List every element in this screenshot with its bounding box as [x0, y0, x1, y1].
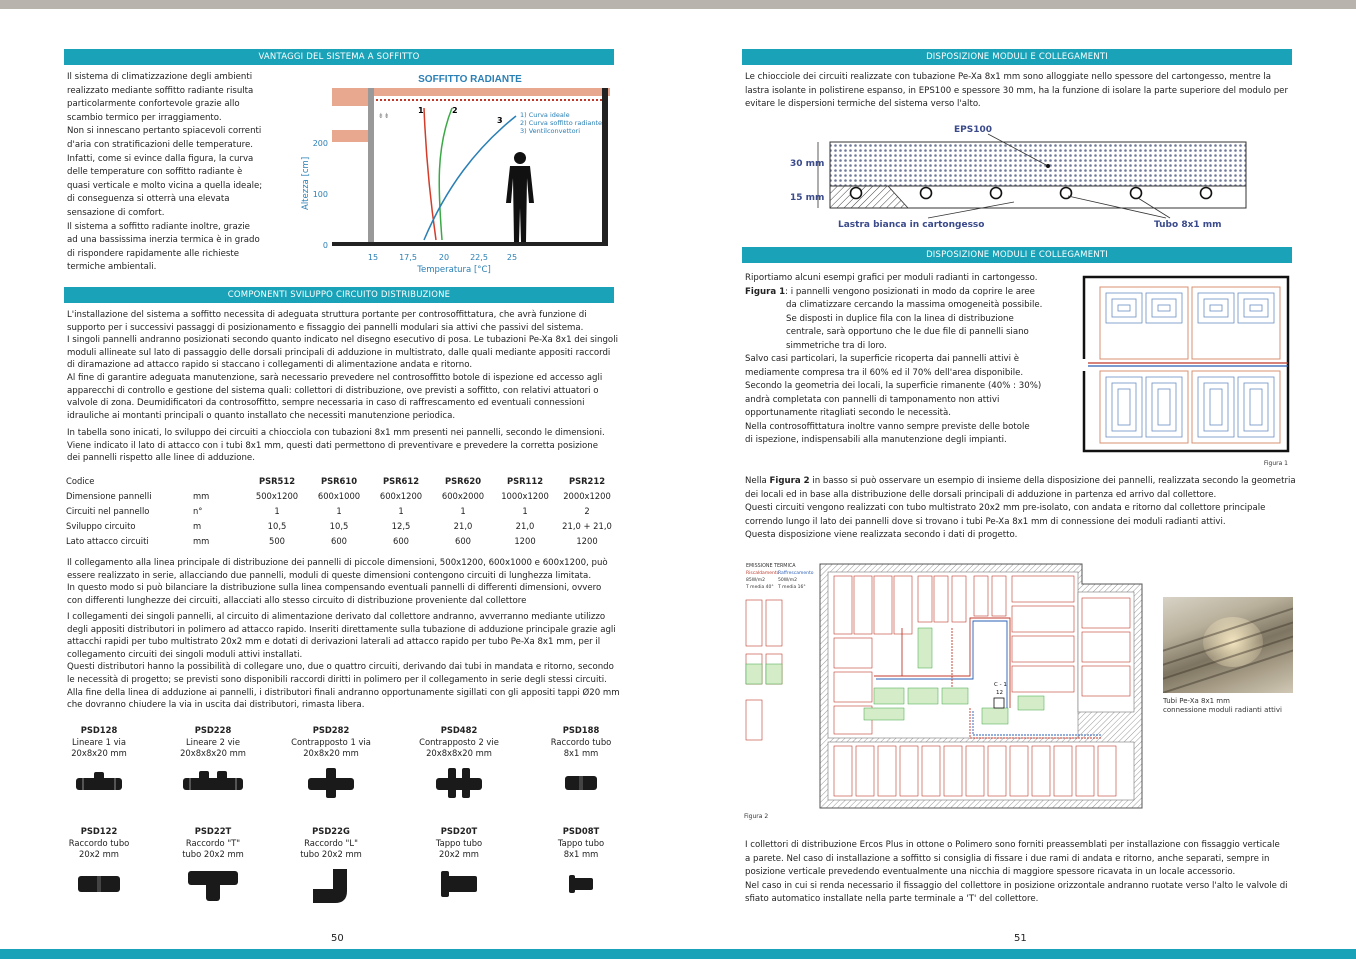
section-header-disposizione-1: DISPOSIZIONE MODULI E COLLEGAMENTI: [742, 49, 1292, 65]
text-line: di ispezione, indispensabili alla manutenzione degli impianti.: [745, 435, 1007, 445]
table-cell: 1: [274, 505, 280, 516]
componenti-para2: [67, 427, 615, 465]
accessory-psd128: [44, 725, 154, 800]
legend-text: T media 40°: [746, 585, 774, 590]
ytick-label: 200: [312, 139, 328, 148]
ytick-label: 100: [312, 190, 328, 199]
text-line: In questo modo si può bilanciare la distribuzione sulla linea compensando eventuali pannelli di differenti dimensioni, ovvero: [67, 583, 602, 594]
accessory-code: PSD22T: [194, 826, 232, 836]
eps-leader-dot: [1046, 164, 1050, 168]
accessory-psd282: [276, 725, 386, 800]
legend-item: 2) Curva soffitto radiante: [520, 119, 602, 127]
text-line: L'installazione del sistema a soffitto necessita di adeguata struttura portante per controsoffittatura, che avrà funzione di: [67, 310, 587, 320]
table-row: [66, 504, 618, 519]
curve-number: 3: [497, 116, 503, 125]
text-span: in basso si può osservare un esempio di insieme della disposizione dei pannelli, realizzata secondo la geometria: [809, 476, 1296, 486]
xtick-label: 20: [438, 253, 450, 262]
table-cell: 2000x1200: [563, 491, 611, 502]
accessory-desc: Lineare 1 via: [71, 736, 127, 747]
table-row: [66, 518, 618, 533]
table-cell: 2: [584, 505, 590, 516]
section-header-componenti: COMPONENTI SVILUPPO CIRCUITO DISTRIBUZIONE: [64, 287, 614, 303]
text-line: Nel caso in cui si renda necessario il fissaggio del collettore in posizione orizzontale andranno ruotate verso l'alto le valvole di: [745, 880, 1288, 891]
text-line: correndo lungo il lato dei pannelli dove si trovano i tubi Pe-Xa 8x1 mm di connessione dei moduli radianti attivi.: [745, 516, 1226, 527]
table-cell: 21,0 + 21,0: [562, 520, 612, 531]
page-left: [0, 0, 678, 949]
table-cell: 1200: [576, 535, 598, 546]
text-line: particolarmente confortevole grazie allo: [67, 99, 240, 110]
figure1-label: Figura 1: [745, 286, 786, 297]
table-unit: mm: [193, 535, 210, 546]
legend-text: Raffrescamento: [778, 571, 814, 576]
legend-item: 3) Ventilconvettori: [520, 127, 581, 135]
text-line: collegamento circuiti dei singoli moduli attivi installati.: [67, 649, 303, 660]
accessory-size: 8x1 mm: [563, 748, 599, 758]
text-line: andrà completata con pannelli di tamponamento non attivi: [745, 394, 1000, 405]
accessory-size: 20x8x8x20 mm: [180, 748, 246, 758]
wall-block-top: [332, 88, 372, 106]
accessory-code: PSD128: [80, 725, 118, 735]
table-column-header: PSR512: [258, 476, 296, 487]
componenti-para1: [67, 309, 618, 422]
page-number: 50: [331, 933, 344, 944]
componenti-para4: [67, 611, 620, 712]
fitting-linear-2-icon: [181, 766, 245, 800]
table-cell: 10,5: [329, 520, 349, 531]
text-line: Il collegamento alla linea principale di distribuzione dei pannelli di piccole dimensioni, 500x1200, 600x1000 e 600x1200, può: [67, 558, 608, 568]
text-line: quasi verticale e molto vicina a quella ideale;: [67, 180, 263, 191]
table-unit: n°: [193, 505, 203, 516]
table-unit: m: [193, 520, 202, 531]
accessory-code: PSD20T: [440, 826, 478, 836]
text-line: centrale, sarà opportuno che le due file di pannelli siano: [786, 327, 1029, 337]
text-line: Il sistema di climatizzazione degli ambienti: [67, 72, 253, 82]
text-line: supporto per i successivi passaggi di posizionamento e fissaggio dei pannelli modulari sia attivi che passivi del sistema.: [67, 322, 584, 333]
table-column-header: PSR612: [382, 476, 420, 487]
table-cell: 500x1200: [255, 491, 299, 502]
text-line: essere realizzato in serie, allacciando due pannelli, moduli di queste dimensioni contengono circuiti di lunghezza limitata.: [67, 570, 592, 581]
text-line: da climatizzare cercando la massima omogeneità possibile.: [786, 300, 1043, 310]
accessory-psd22g: [276, 826, 386, 905]
table-row: [66, 489, 618, 504]
accessory-desc: Raccordo "L": [304, 837, 358, 848]
accessory-psd22t: [158, 826, 268, 903]
legend-item: 1) Curva ideale: [520, 111, 570, 119]
text-line: apparecchi di controllo e gestione del sistema quali: collettori di distribuzione, ove previsti a soffitto, con relativi attuatori o: [67, 385, 599, 396]
x-axis-label: Temperatura [°C]: [417, 265, 491, 275]
dim-15-label: 15 mm: [790, 193, 825, 203]
text-line: di conseguenza si otterrà una elevata: [67, 194, 230, 205]
text-line: moduli allineate sul lato di passaggio delle dorsali principali di adduzione in multistrato, dalle quali mediante appositi raccordi: [67, 347, 611, 358]
text-line: di rispondere rapidamente alle richieste: [67, 248, 240, 259]
soffitto-radiante-figure: [296, 68, 616, 280]
table-cell: 21,0: [453, 520, 473, 531]
xtick-label: 15: [367, 253, 379, 262]
text-line: attacchi rapidi per tubo multistrato 20x2 mm e dotati di derivazioni laterali ad attacco rapido per tubo Pe-Xa 8x1 mm, per il: [67, 637, 601, 648]
accessory-psd228: [158, 725, 268, 800]
table-row: [66, 533, 618, 548]
text-line: termiche ambientali.: [67, 262, 157, 273]
fitting-straight-icon: [76, 867, 122, 901]
text-line: Nella controsoffittatura inoltre vanno sempre previste delle botole: [745, 421, 1030, 432]
text-line: idrauliche ai montanti principali o quanto installato che necessiti manutenzione periodica.: [67, 410, 456, 421]
convector-arrows: ⇟⇟: [378, 112, 390, 120]
table-cell: 12,5: [391, 520, 411, 531]
text-line: di diramazione ad attacco rapido si staccano i collegamenti di alimentazione andata e ritorno.: [67, 360, 473, 371]
accessory-psd188: [526, 725, 636, 800]
text-line: I singoli pannelli andranno posizionati secondo quanto indicato nel disegno esecutivo di posa. Le tubazioni Pe-Xa 8x1 dei singoli: [67, 335, 618, 346]
text-line: degli appositi distributori in polimero ad attacco rapido. Inseriti direttamente sulla tubazione di adduzione principale grazie agli: [67, 624, 616, 635]
right-wall: [602, 88, 608, 244]
accessory-size: tubo 20x2 mm: [300, 849, 362, 859]
accessory-size: 20x2 mm: [439, 849, 479, 859]
text-line: scambio termico per irraggiamento.: [67, 112, 222, 123]
text-line: Se disposti in duplice fila con la linea di distribuzione: [786, 313, 1014, 324]
section-header-disposizione-2: DISPOSIZIONE MODULI E COLLEGAMENTI: [742, 247, 1292, 263]
table-column-header: PSR620: [444, 476, 482, 487]
bottom-bar: [0, 949, 1356, 959]
photo-caption-line: connessione moduli radianti attivi: [1163, 706, 1282, 714]
curve-number: 1: [418, 106, 424, 115]
xtick-label: 25: [506, 253, 518, 262]
text-line: Le chiocciole dei circuiti realizzate con tubazione Pe-Xa 8x1 mm sono alloggiate nello spessore del cartongesso, mentre la: [745, 72, 1272, 82]
table-cell: 21,0: [515, 520, 535, 531]
text-line: [745, 475, 1296, 489]
fitting-cross-2-icon: [434, 766, 484, 800]
text-span: : i pannelli vengono posizionati in modo da coprire le aree: [785, 286, 1035, 297]
text-line: Questi distributori hanno la possibilità di collegare uno, due o quattro circuiti, derivando dai tubi in mandata e ritorno, secondo: [67, 662, 614, 673]
accessory-psd20t: [404, 826, 514, 901]
text-line: che dovranno chiudere la via in uscita dai distributori, rimasta libera.: [67, 700, 365, 711]
text-line: ad una bassissima inerzia termica è in grado: [67, 235, 260, 246]
vantaggi-text: [67, 71, 297, 275]
text-line: In tabella sono inicati, lo sviluppo dei circuiti a chiocciola con tubazioni 8x1 mm presenti nei pannelli, secondo le dimensioni.: [67, 428, 605, 438]
text-line: Salvo casi particolari, la superficie ricoperta dai pannelli attivi è: [745, 354, 1020, 364]
table-cell: 600: [393, 535, 409, 546]
accessory-size: 20x8x20 mm: [303, 748, 359, 758]
text-line: Il sistema a soffitto radiante inoltre, grazie: [67, 221, 250, 232]
text-line: Secondo la geometria dei locali, la superficie rimanente (40% : 30%): [745, 381, 1042, 391]
text-line: simmetriche tra di loro.: [786, 340, 887, 351]
text-line: posizione verticale prevedendo eventualmente una nicchia di maggiore spessore ricavata in un locale accessorio.: [745, 867, 1236, 878]
legend-passive-panel: [746, 664, 762, 684]
text-line: a parete. Nel caso di installazione a soffitto si consiglia di fissare i due rami di andata e ritorno, anche separati, sempre in: [745, 853, 1270, 864]
eps-label: EPS100: [954, 125, 993, 135]
side-room: [1078, 592, 1134, 712]
table-cell: 1: [398, 505, 404, 516]
text-line: valvole di zona. Deumidificatori da controsoffitto, sempre necessaria in caso di raffrescamento ed eventuali connessioni: [67, 398, 585, 409]
panel-section-diagram: [778, 118, 1258, 236]
wall-opening: [1082, 359, 1088, 371]
table-row-label: Dimensione pannelli: [66, 491, 152, 502]
curve-ventilconvettori: [424, 116, 516, 240]
dim-30-label: 30 mm: [790, 159, 825, 169]
accessory-desc: Contrapposto 1 via: [291, 736, 371, 747]
fitting-cross-1-icon: [306, 766, 356, 800]
panel-spec-table: [66, 474, 618, 548]
person-silhouette: [506, 152, 534, 242]
table-header-label: Codice: [66, 476, 95, 487]
section-header-vantaggi: VANTAGGI DEL SISTEMA A SOFFITTO: [64, 49, 614, 65]
accessory-size: 20x2 mm: [79, 849, 119, 859]
floor: [332, 242, 608, 246]
componenti-para3: [67, 557, 615, 607]
table-row-label: Sviluppo circuito: [66, 520, 136, 531]
xtick-label: 22,5: [470, 253, 488, 262]
cap-8-icon: [563, 867, 599, 901]
text-line: le necessità di progetto; se previsti sono disponibili raccordi diritti in polimero per il collegamento in serie degli stessi circuiti.: [67, 674, 607, 685]
curve-soffitto: [439, 108, 452, 240]
page-right: [678, 0, 1356, 949]
fitting-tee-icon: [186, 867, 240, 903]
accessory-size: tubo 20x2 mm: [182, 849, 244, 859]
tubo-label: Tubo 8x1 mm: [1154, 220, 1222, 230]
legend-passive-panel: [766, 664, 782, 684]
figura2-text: [745, 475, 1296, 543]
eps-insulation-layer: [830, 142, 1246, 186]
table-column-header: PSR212: [568, 476, 606, 487]
accessory-desc: Lineare 2 vie: [185, 736, 241, 747]
pipe-connection-photo: [1163, 597, 1293, 693]
accessory-desc: Tappo tubo: [557, 837, 605, 848]
table-cell: 500: [269, 535, 285, 546]
text-line: [745, 286, 1075, 300]
fitting-linear-1-icon: [74, 766, 124, 800]
fitting-straight-small-icon: [561, 766, 601, 800]
table-cell: 1200: [514, 535, 536, 546]
table-cell: 1: [336, 505, 342, 516]
figure2-floor-plan: [742, 558, 1152, 822]
text-line: delle temperature con soffitto radiante è: [67, 167, 243, 178]
collector-label: C - 1: [994, 682, 1007, 688]
text-line: dei pannelli rispetto alle linee di adduzione.: [67, 453, 255, 464]
y-axis-label: Altezza [cm]: [301, 156, 311, 210]
text-line: lastra isolante in polistirene espanso, in EPS100 e spessore 30 mm, ha la funzione di isolare la parte superiore del modulo per: [745, 85, 1288, 96]
accessory-code: PSD228: [194, 725, 232, 735]
text-line: dei locali ed in base alla distribuzione delle dorsali principali di adduzione in partenza ed arrivo dal collettore.: [745, 489, 1217, 500]
lastra-label: Lastra bianca in cartongesso: [838, 220, 985, 230]
collettori-text: [745, 839, 1293, 907]
accessory-desc: Contrapposto 2 vie: [419, 736, 499, 747]
table-cell: 1000x1200: [501, 491, 549, 502]
figure1-caption: Figura 1: [1263, 460, 1288, 467]
photo-caption-line: Tubi Pe-Xa 8x1 mm: [1163, 697, 1230, 705]
disposizione-text: [745, 272, 1075, 448]
table-cell: 600x1000: [317, 491, 361, 502]
disposizione-intro: [745, 71, 1293, 112]
accessory-psd482: [404, 725, 514, 800]
legend-text: EMISSIONE TERMICA: [746, 564, 796, 569]
legend-text: T media 16°: [778, 585, 806, 590]
legend-text: Riscaldamento: [746, 571, 780, 576]
collector-label: 12: [996, 690, 1003, 696]
text-line: Questi circuiti vengono realizzati con tubo multistrato 20x2 mm pre-isolato, con andata e ritorno dal collettore principale: [745, 503, 1266, 514]
legend-text: 50W/m2: [778, 578, 797, 583]
text-line: sfiato automatico installate nella parte terminale a 'T' del collettore.: [745, 894, 1039, 905]
accessory-desc: Raccordo "T": [185, 837, 241, 848]
figure2-ref: Figura 2: [769, 476, 810, 486]
text-line: Questa disposizione viene realizzata secondo i dati di progetto.: [745, 530, 1018, 541]
table-row-label: Circuiti nel pannello: [66, 505, 150, 516]
collector-box: [994, 698, 1004, 708]
table-column-header: PSR610: [320, 476, 358, 487]
text-line: d'aria con stratificazioni delle temperature.: [67, 139, 253, 150]
accessory-code: PSD08T: [562, 826, 600, 836]
accessory-size: 20x8x20 mm: [71, 748, 127, 758]
left-wall: [368, 88, 374, 244]
table-cell: 600x2000: [441, 491, 485, 502]
table-row-label: Lato attacco circuiti: [66, 535, 149, 546]
text-line: Al fine di garantire adeguata manutenzione, sarà necessario prevedere nel controsoffitto botole di ispezione ed accesso agli: [67, 372, 603, 383]
text-line: I collettori di distribuzione Ercos Plus in ottone o Polimero sono forniti preassemblati per installazione con fissaggio verticale: [745, 840, 1280, 850]
fitting-elbow-icon: [309, 867, 353, 905]
table-cell: 600: [331, 535, 347, 546]
table-cell: 10,5: [267, 520, 287, 531]
accessory-size: 20x8x8x20 mm: [426, 748, 492, 758]
accessory-size: 8x1 mm: [563, 849, 599, 859]
accessory-code: PSD482: [440, 725, 478, 735]
table-cell: 600x1200: [379, 491, 423, 502]
figure2-caption: Figura 2: [744, 813, 769, 820]
curve-number: 2: [452, 106, 458, 115]
text-line: mediamente compresa tra il 60% ed il 70% dell'area disponibile.: [745, 367, 1024, 378]
accessory-desc: Raccordo tubo: [550, 736, 612, 747]
text-line: Alla fine della linea di adduzione ai pannelli, i distributori finali andranno opportunamente sigillati con gli appositi tappi Ø20 mm: [67, 687, 620, 698]
text-line: realizzato mediante soffitto radiante risulta: [67, 85, 254, 96]
accessory-desc: Raccordo tubo: [68, 837, 130, 848]
text-line: Viene indicato il lato di attacco con i tubi 8x1 mm, questi dati permettono di preventivare e prevedere la corretta posizione: [67, 440, 598, 451]
text-line: sensazione di comfort.: [67, 207, 165, 218]
accessory-psd08t: [526, 826, 636, 901]
table-cell: 1: [460, 505, 466, 516]
text-span: Nella: [745, 476, 770, 486]
accessory-code: PSD188: [562, 725, 600, 735]
text-line: I collegamenti dei singoli pannelli, al circuito di alimentazione derivato dal collettore andranno, avverranno mediante utilizzo: [67, 612, 606, 622]
accessory-desc: Tappo tubo: [435, 837, 483, 848]
photo-caption: [1163, 697, 1282, 715]
text-line: Riportiamo alcuni esempi grafici per moduli radianti in cartongesso.: [745, 273, 1038, 283]
curve-ideale: [424, 108, 436, 240]
page-number: 51: [1014, 933, 1027, 944]
table-cell: 1: [522, 505, 528, 516]
accessory-code: PSD122: [80, 826, 118, 836]
xtick-label: 17,5: [399, 253, 417, 262]
text-line: opportunamente ritagliati secondo le necessità.: [745, 408, 952, 418]
figure-title: SOFFITTO RADIANTE: [418, 74, 522, 85]
text-line: con differenti lunghezze dei circuiti, allacciati allo stesso circuito di distribuzione proveniente dal collettore: [67, 595, 527, 606]
text-line: Non si innescano pertanto spiacevoli correnti: [67, 126, 262, 137]
figure1-layout: [1082, 275, 1292, 467]
legend-text: 85W/m2: [746, 578, 765, 583]
table-column-header: PSR112: [506, 476, 544, 487]
convector-block: [332, 130, 372, 142]
accessory-psd122: [44, 826, 154, 901]
text-line: evitare le dispersioni termiche del sistema verso l'alto.: [745, 99, 981, 110]
accessory-code: PSD22G: [312, 826, 350, 836]
table-cell: 600: [455, 535, 471, 546]
cap-20-icon: [437, 867, 481, 901]
ytick-label: 0: [322, 241, 328, 250]
table-unit: mm: [193, 491, 210, 502]
table-header-row: [66, 474, 618, 489]
accessory-code: PSD282: [312, 725, 350, 735]
text-line: Infatti, come si evince dalla figura, la curva: [67, 153, 254, 164]
